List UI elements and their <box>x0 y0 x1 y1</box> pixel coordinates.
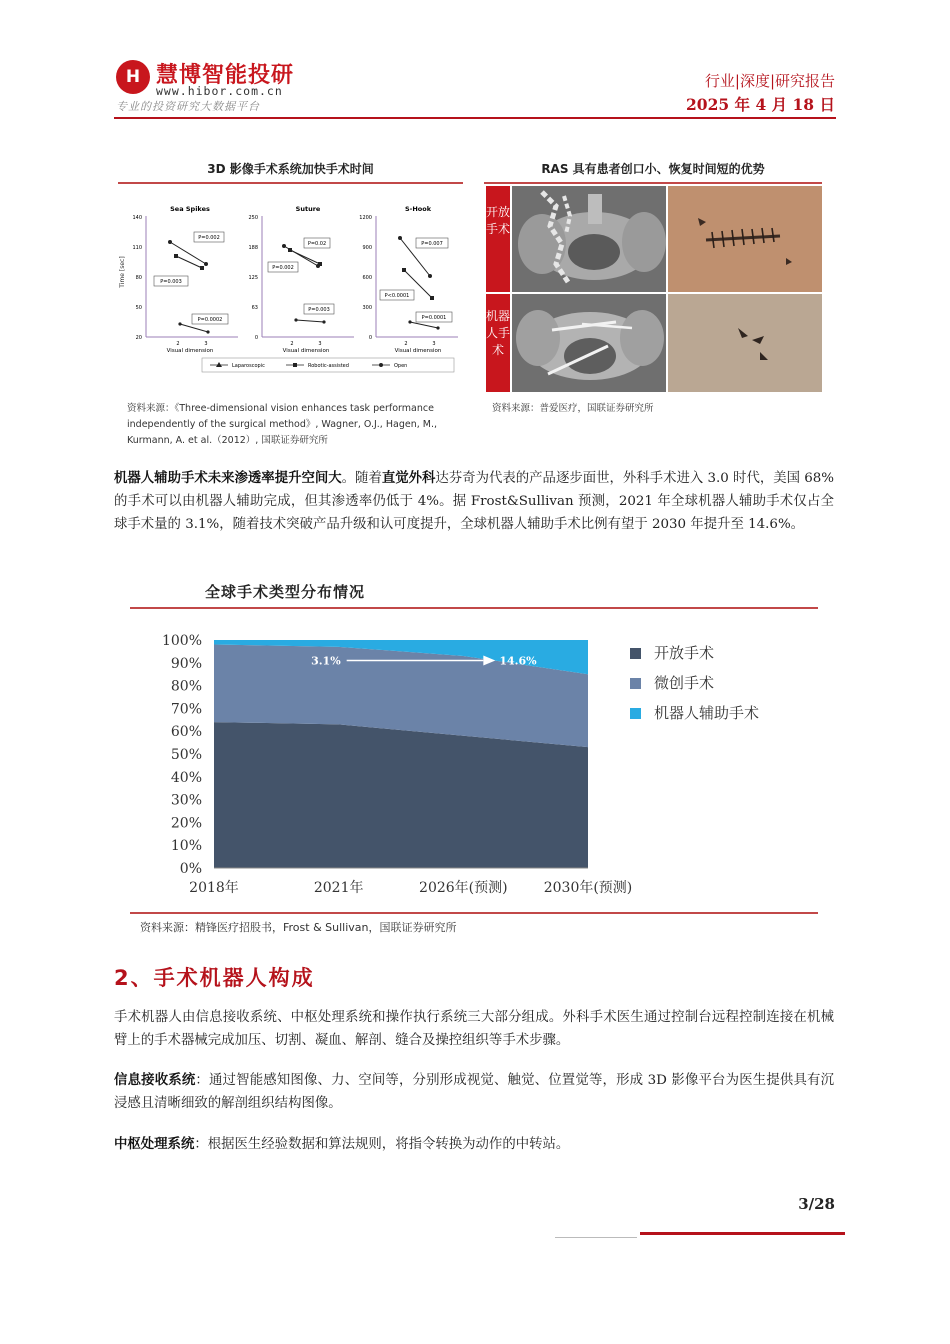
paragraph-info-system: 信息接收系统：通过智能感知图像、力、空间等，分别形成视觉、触觉、位置觉等，形成 3D 影像平台为医生提供具有沉浸感且清晰细致的解剖组织结构图像。 <box>114 1073 835 1111</box>
paragraph-penetration: 机器人辅助手术未来渗透率提升空间大。随着直觉外科达芬奇为代表的产品逐步面世，外科手术进入 3.0 时代，美国 68%的手术可以由机器人辅助完成，但其渗透率仍低于 4%。据 Frost&Sullivan 预测，2021 年全球机器人辅助手术仅占全球手术量的 3.1%，随着技术突破产品升级和认可度提升，全球机器人辅助手术比例有望于 2030 年提升至 14.6%。 <box>114 471 835 532</box>
p-value: P=0.002 <box>272 265 294 271</box>
y-tick-label: 30% <box>170 792 202 809</box>
y-tick: 20 <box>135 335 142 341</box>
section-heading: 2、手术机器人构成 <box>114 966 315 990</box>
y-tick: 140 <box>132 215 142 221</box>
panel-title: Suture <box>295 205 321 213</box>
central-system-label: 中枢处理系统 <box>114 1137 195 1152</box>
page-number: 3/28 <box>798 1195 835 1213</box>
legend-label: 微创手术 <box>654 674 715 692</box>
figure1-source: 资料来源：《Three-dimensional vision enhances task performance independently of the surgical method》, Wagner, O.J., Hagen, M., Kurmann, A. et al.（2012）, 国联证券研究所 <box>127 403 437 446</box>
paragraph-central-system: 中枢处理系统：根据医生经验数据和算法规则，将指令转换为动作的中转站。 <box>114 1137 570 1152</box>
p-value: P=0.007 <box>421 241 443 247</box>
y-tick: 63 <box>251 305 258 311</box>
ras-row-label-open: 开放手术 <box>486 186 510 292</box>
figure2-source: 资料来源：普爱医疗，国联证券研究所 <box>492 403 654 414</box>
logo-slogan: 专业的投资研究大数据平台 <box>116 100 260 113</box>
x-axis-label: Visual dimension <box>166 348 214 354</box>
chart-top-rule <box>130 607 818 609</box>
legend-swatch <box>630 678 641 689</box>
x-tick: 2 <box>290 341 294 347</box>
y-tick: 80 <box>135 275 142 281</box>
y-tick-label: 90% <box>170 655 202 672</box>
legend-label: 开放手术 <box>654 644 715 662</box>
annotation-end: 14.6% <box>499 654 537 668</box>
y-tick-label: 100% <box>161 633 202 649</box>
legend-swatch <box>630 708 641 719</box>
chart-source: 资料来源：精锋医疗招股书，Frost & Sullivan，国联证券研究所 <box>140 921 457 934</box>
logo-name: 慧博智能投研 <box>156 63 295 88</box>
x-tick: 3 <box>318 341 322 347</box>
legend-item: Laparoscopic <box>232 363 265 369</box>
x-tick: 2 <box>404 341 408 347</box>
legend-item: Robotic-assisted <box>308 363 349 369</box>
y-tick: 125 <box>248 275 258 281</box>
report-type: 行业|深度|研究报告 <box>704 72 835 90</box>
y-axis-label: Time [sec] <box>119 256 126 288</box>
chart-panel-suture <box>248 205 354 354</box>
p-value: P=0.003 <box>160 279 182 285</box>
x-tick: 3 <box>432 341 436 347</box>
legend-swatch <box>630 648 641 659</box>
y-tick-label: 0% <box>179 861 202 877</box>
robotic-surgery-xray-image <box>512 294 666 392</box>
footer-rule-thick <box>640 1232 845 1235</box>
paragraph-intro: 手术机器人由信息接收系统、中枢处理系统和操作执行系统三大部分组成。外科手术医生通过控制台远程控制连接在机械臂上的手术器械完成加压、切割、凝血、解剖、缝合及操控组织等手术步骤。 <box>114 1010 834 1048</box>
x-tick: 2 <box>176 341 180 347</box>
open-surgery-xray-image <box>512 186 666 292</box>
y-tick: 600 <box>362 275 372 281</box>
chart-legend <box>202 358 454 372</box>
bold-lead: 机器人辅助手术未来渗透率提升空间大 <box>114 471 342 486</box>
y-tick: 900 <box>362 245 372 251</box>
surgery-type-area-chart <box>130 620 818 904</box>
p-value: P<0.0001 <box>384 293 410 299</box>
chart-panel-sea-spikes <box>132 205 238 354</box>
annotation-start: 3.1% <box>311 654 341 668</box>
p-value: P=0.002 <box>198 235 220 241</box>
panel-title: S-Hook <box>404 205 432 213</box>
y-tick: 0 <box>254 335 258 341</box>
x-tick: 3 <box>204 341 208 347</box>
chart-panel-s-hook <box>359 205 458 354</box>
ras-row-label-robotic: 机器人手术 <box>486 294 510 392</box>
info-system-label: 信息接收系统 <box>114 1073 196 1088</box>
robotic-surgery-wound-image <box>668 294 822 392</box>
figure2-title: RAS 具有患者创口小、恢复时间短的优势 <box>541 162 765 176</box>
chart-title: 全球手术类型分布情况 <box>205 583 366 601</box>
p-value: P=0.02 <box>307 241 327 247</box>
x-tick-label: 2021年 <box>313 880 364 896</box>
figure1-title: 3D 影像手术系统加快手术时间 <box>207 162 374 176</box>
figure1-rule <box>118 182 463 184</box>
y-tick: 250 <box>248 215 258 221</box>
y-tick-label: 50% <box>170 747 202 763</box>
report-date: 2025 年 4 月 18 日 <box>686 95 835 114</box>
x-axis-label: Visual dimension <box>282 348 330 354</box>
bold-company: 直觉外科 <box>381 471 436 486</box>
y-tick-label: 40% <box>170 769 202 786</box>
y-tick: 188 <box>248 245 258 251</box>
area-0 <box>214 722 588 868</box>
logo-url: www.hibor.com.cn <box>156 84 283 98</box>
y-tick-label: 20% <box>170 815 202 832</box>
legend-label: 机器人辅助手术 <box>654 704 760 722</box>
y-tick: 300 <box>362 305 372 311</box>
p-value: P=0.0002 <box>197 317 223 323</box>
y-tick: 50 <box>135 305 142 311</box>
logo-icon: H <box>116 60 150 94</box>
y-tick-label: 70% <box>170 701 202 718</box>
footer-rule-thin <box>555 1237 637 1238</box>
y-tick-label: 80% <box>170 678 202 695</box>
x-tick-label: 2030年(预测) <box>543 880 633 896</box>
legend-item: Open <box>394 363 408 369</box>
y-tick: 0 <box>368 335 372 341</box>
y-tick: 110 <box>132 245 142 251</box>
figure2-rule <box>484 182 822 184</box>
chart-bottom-rule <box>130 912 818 914</box>
header-rule <box>114 117 836 119</box>
p-value: P=0.003 <box>308 307 330 313</box>
open-surgery-scar-image <box>668 186 822 292</box>
x-axis-label: Visual dimension <box>394 348 442 354</box>
y-tick-label: 60% <box>170 724 202 741</box>
panel-title: Sea Spikes <box>170 205 210 213</box>
y-tick: 1200 <box>359 215 372 221</box>
p-value: P=0.0001 <box>421 315 447 321</box>
y-tick-label: 10% <box>170 838 202 855</box>
x-tick-label: 2026年(预测) <box>419 880 508 896</box>
x-tick-label: 2018年 <box>189 880 239 896</box>
surgery-time-charts <box>118 194 463 380</box>
